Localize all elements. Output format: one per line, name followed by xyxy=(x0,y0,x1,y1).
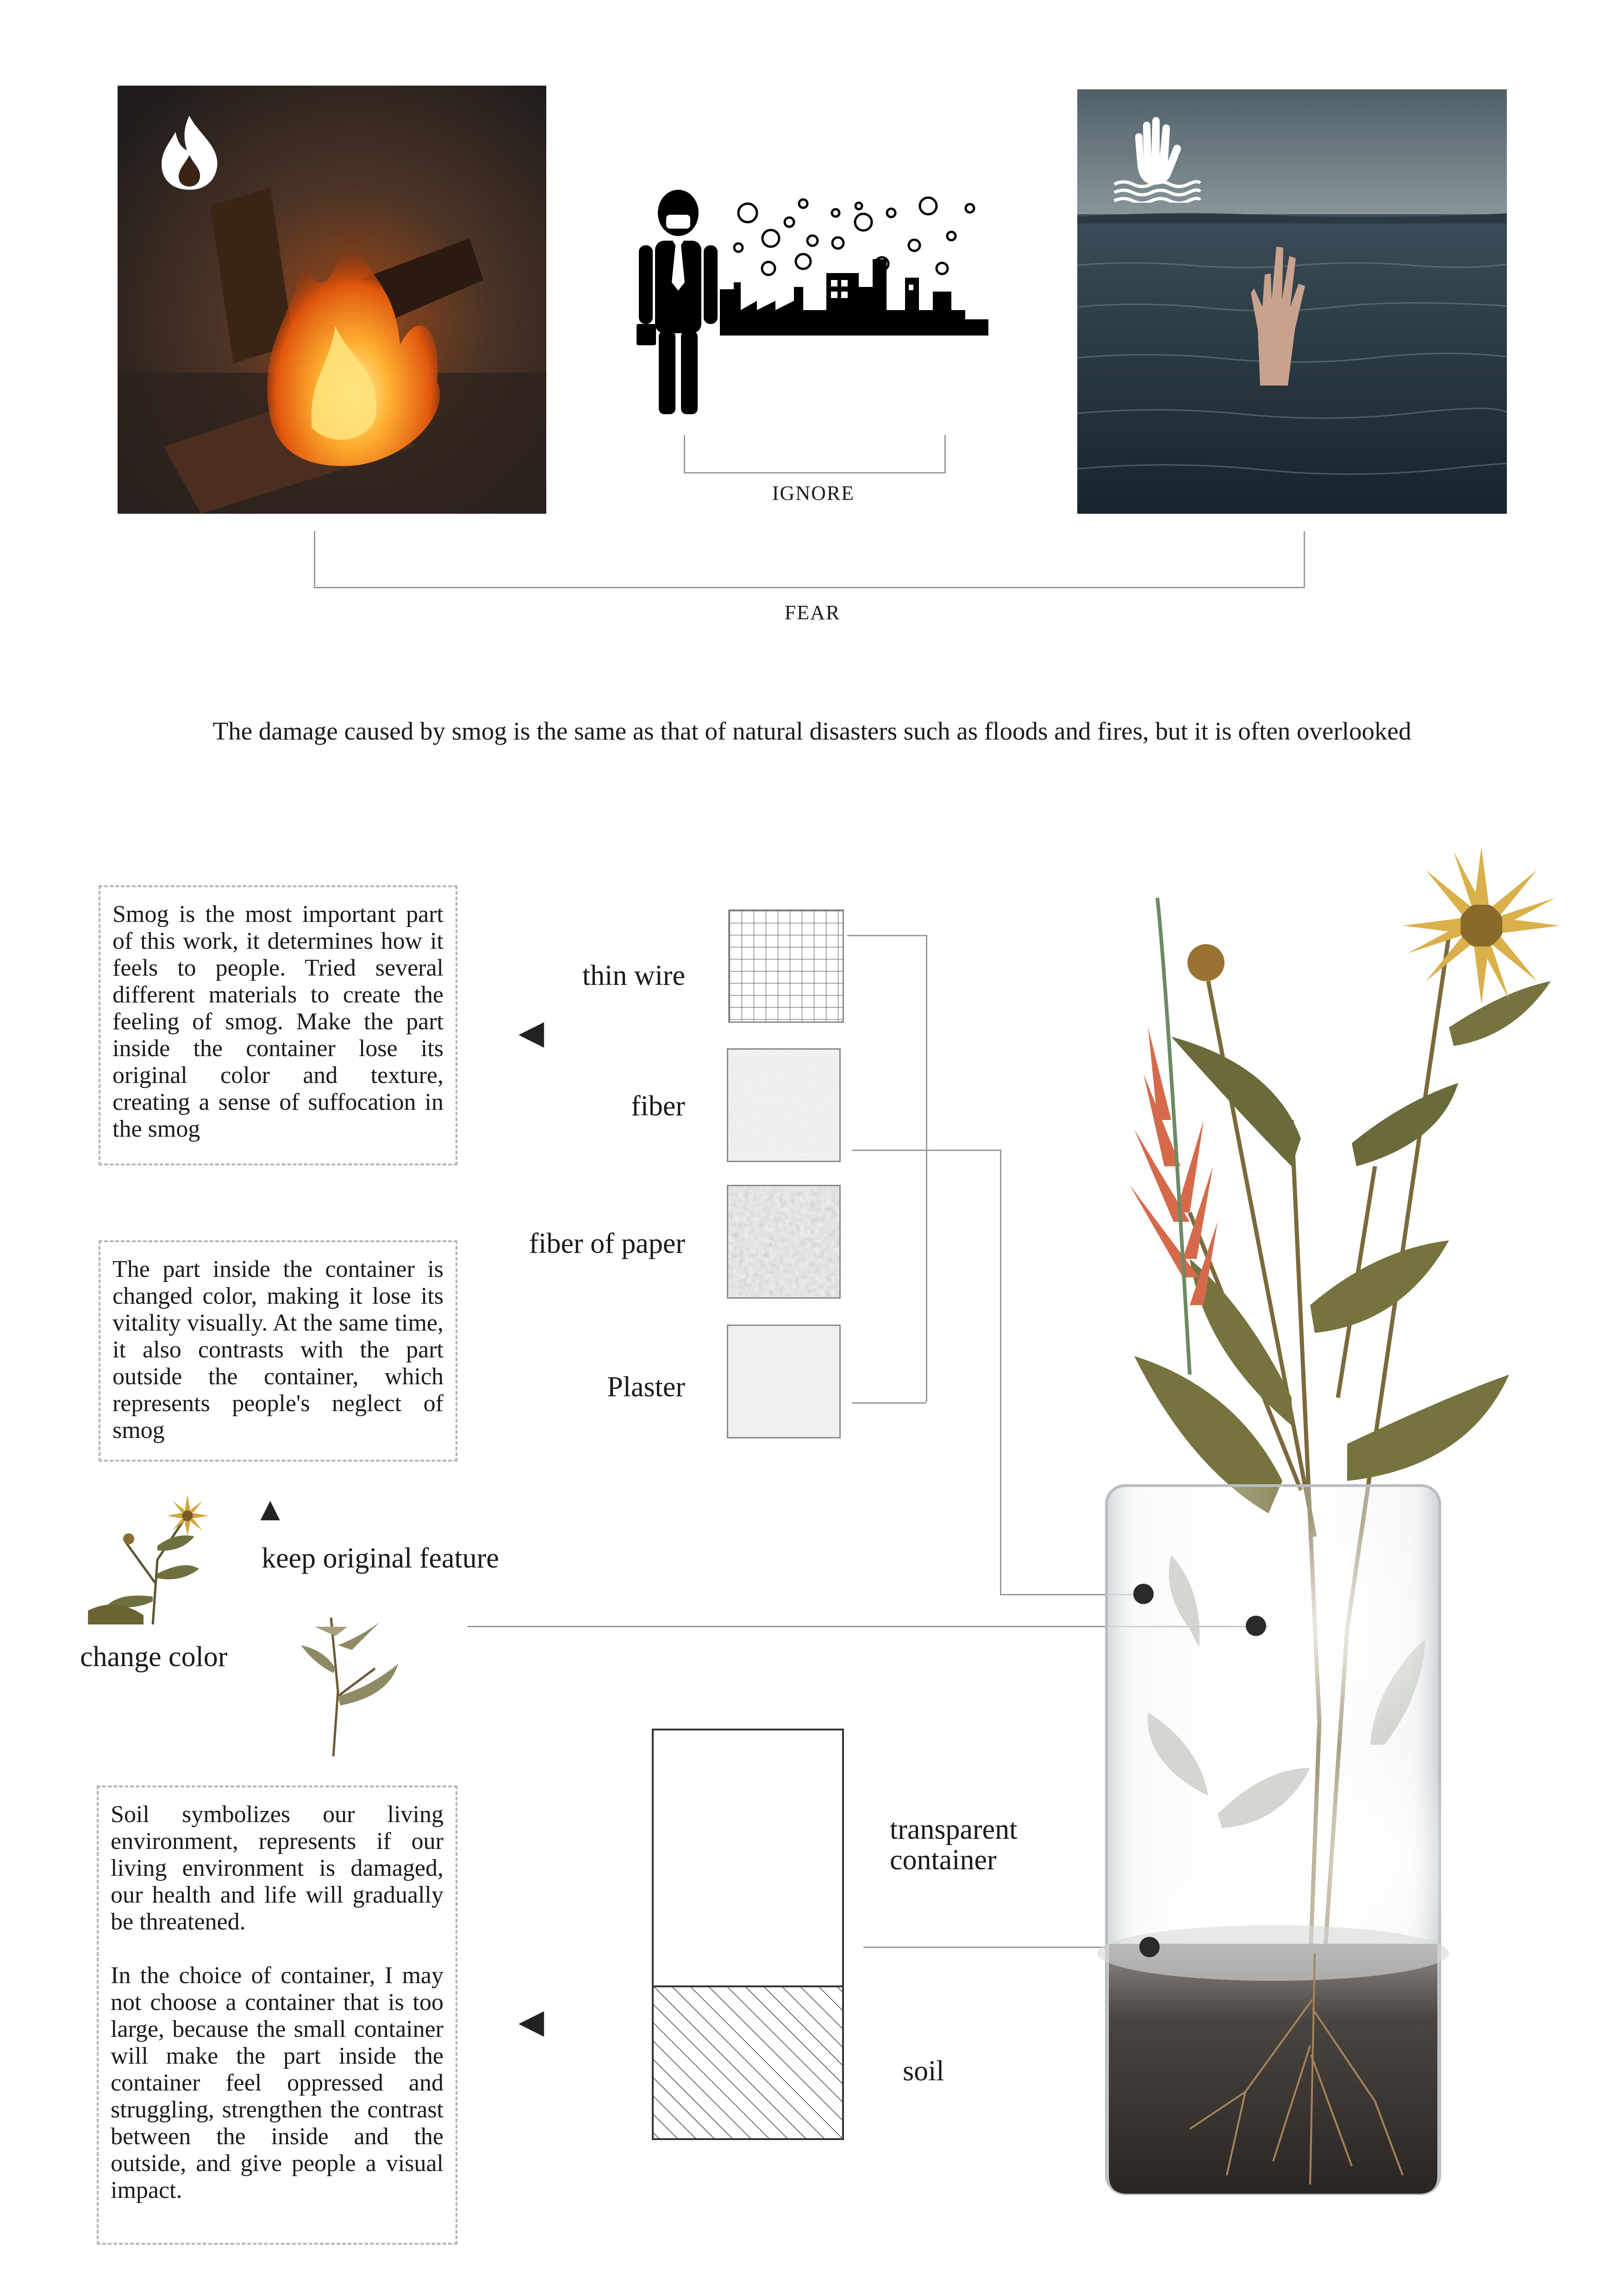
connector-thin-wire xyxy=(847,935,926,936)
transparent-container-label: transparent container xyxy=(890,1814,1018,1876)
material-label-fiber-of-paper: fiber of paper xyxy=(529,1228,685,1259)
drowning-hand-icon xyxy=(1110,115,1202,203)
keep-original-label: keep original feature xyxy=(262,1543,499,1574)
up-arrow: ▲ xyxy=(254,1491,287,1528)
color-note xyxy=(99,1240,457,1462)
drowning-photo xyxy=(1077,89,1507,514)
container-diagram xyxy=(652,1729,846,2142)
ignore-bracket xyxy=(684,435,946,473)
vase-dot-soil xyxy=(1139,1937,1160,1957)
factory-smog-icon xyxy=(720,194,988,338)
fiber-swatch xyxy=(727,1048,841,1162)
color-note-text: The part inside the container is changed color, making it lose its vitality visually. At the same time, it also contrasts with the part outside the container, which represents people's neglect of smog xyxy=(112,1256,443,1444)
fire-photo xyxy=(118,86,546,514)
main-caption: The damage caused by smog is the same as that of natural disasters such as floods and fires, but it is often overlooked xyxy=(212,717,1412,745)
plaster-swatch xyxy=(727,1325,841,1438)
material-label-fiber: fiber xyxy=(631,1090,685,1122)
left-arrow-1: ◀ xyxy=(518,1014,544,1051)
fiber-of-paper-swatch xyxy=(727,1185,841,1299)
soil-note-text-2: In the choice of container, I may not choose a container that is too large, because the small container will make the part inside the container feel oppressed and struggling, strengthen the contrast between the inside and the outside, and give people a visual impact. xyxy=(111,1962,443,2203)
smog-note xyxy=(99,885,457,1165)
connector-fiber xyxy=(852,1150,1000,1151)
ignore-label: IGNORE xyxy=(772,482,855,504)
vase-illustration xyxy=(1051,842,1624,2208)
thin-wire-swatch xyxy=(728,909,844,1023)
soil-label: soil xyxy=(903,2055,944,2087)
fear-bracket xyxy=(314,531,1305,588)
material-label-thin-wire: thin wire xyxy=(582,960,685,991)
connector-to-vase-v xyxy=(1000,1150,1001,1594)
masked-businessman-icon xyxy=(637,185,720,417)
material-label-plaster: Plaster xyxy=(607,1371,685,1403)
change-color-label: change color xyxy=(80,1641,228,1673)
left-arrow-2: ◀ xyxy=(518,2003,544,2040)
connector-plaster xyxy=(852,1402,926,1404)
soil-note-text-1: Soil symbolizes our living environment, represents if our living environment is damaged, our health and life will gradually be threatened. xyxy=(111,1801,443,1935)
changed-plant-image xyxy=(287,1618,403,1756)
fear-label: FEAR xyxy=(784,601,841,624)
vase-dot-smog xyxy=(1133,1584,1154,1604)
smog-note-text: Smog is the most important part of this work, it determines how it feels to people. Tried several different materials to create the feeling of smog. Make the part inside the container lose its original color and texture, creating a sense of suffocation in the smog xyxy=(112,901,443,1142)
original-plant-image xyxy=(88,1490,222,1624)
connector-materials-v xyxy=(926,935,927,1402)
vase-dot-plant xyxy=(1246,1616,1266,1636)
fire-icon xyxy=(155,113,224,192)
soil-note xyxy=(97,1786,457,2245)
